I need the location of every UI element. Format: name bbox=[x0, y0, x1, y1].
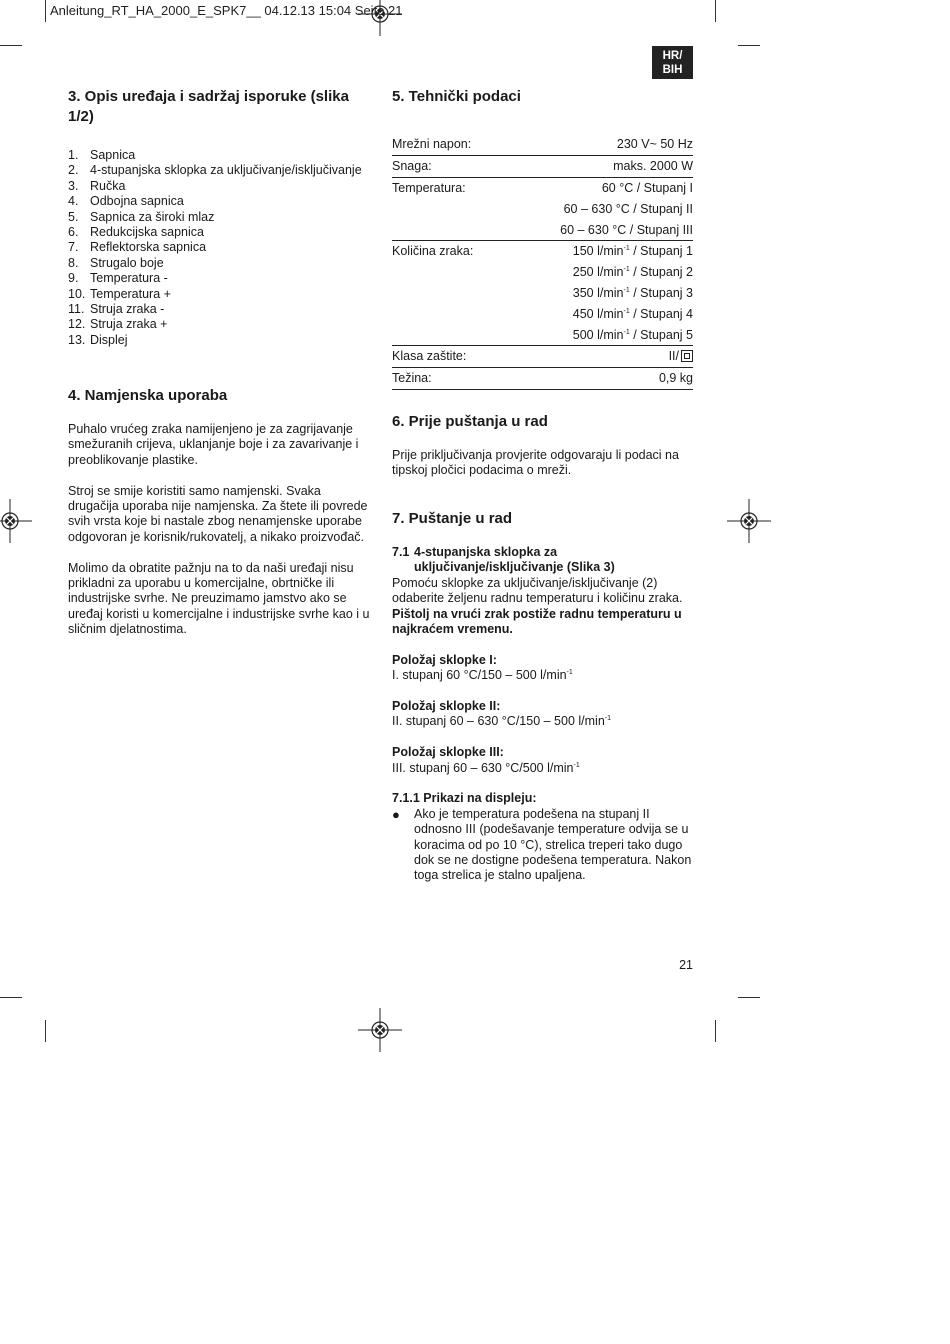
section-7-paragraph: Pomoću sklopke za uključivanje/isključivanje (2) odaberite željenu radnu temperaturu i količinu zraka. Pištolj na vrući zrak postiže radnu temperaturu u najkraćem vremenu. bbox=[392, 575, 683, 637]
table-row bbox=[392, 367, 693, 389]
section-4-title: 4. Namjenska uporaba bbox=[68, 387, 228, 404]
section-3 bbox=[68, 87, 370, 348]
crop-mark bbox=[738, 45, 760, 46]
spec-value: 150 $l/\min^{-1}$ / Stupanj 1 bbox=[506, 240, 693, 261]
list-item: 3. Ručka bbox=[68, 178, 126, 193]
spec-value: 60 – 630 °C / Stupanj II bbox=[563, 201, 693, 216]
section-4-paragraph-2: Stroj se smije koristiti samo namjenski. Svaka drugačija uporaba nije namjenska. Za štete ili povrede svih vrsta koje bi nastale zbog nenamjenske uporabe odgovoran je korisnik/rukovatelj, a nikako proizvođač. bbox=[68, 483, 368, 544]
switch-position-3-text: III. stupanj 60 – 630 °C/500 $l/\min^{-1}$ bbox=[392, 760, 580, 775]
bullet-icon: ● bbox=[392, 806, 400, 822]
crop-mark bbox=[0, 45, 22, 46]
section-6-paragraph: Prije priključivanja provjerite odgovaraju li podaci na tipskoj pločici podacima o mreži. bbox=[392, 448, 679, 478]
registration-mark-icon bbox=[0, 499, 32, 543]
section-4-paragraph-1: Puhalo vrućeg zraka namijenjeno je za zagrijavanje smežuranih crijeva, uklanjanje boje i za zavarivanje i preoblikovanje plastike. bbox=[68, 422, 359, 467]
list-item: 11. Struja zraka - bbox=[68, 302, 165, 317]
spec-value: 230 V~ 50 Hz bbox=[616, 137, 693, 152]
spec-value: 0,9 kg bbox=[506, 367, 693, 389]
spec-label: Klasa zaštite: bbox=[392, 345, 506, 367]
section-7-title: 7. Puštanje u rad bbox=[392, 510, 513, 527]
spec-label: Težina: bbox=[392, 367, 506, 389]
crop-mark bbox=[45, 0, 46, 22]
crop-mark bbox=[45, 1020, 46, 1042]
spec-value: II/ bbox=[506, 345, 693, 367]
list-item: 5. Sapnica za široki mlaz bbox=[68, 209, 215, 224]
table-row bbox=[392, 219, 693, 240]
spec-value: 250 $l/\min^{-1}$ / Stupanj 2 bbox=[572, 265, 693, 280]
registration-mark-icon bbox=[727, 499, 771, 543]
section-5 bbox=[392, 87, 693, 390]
table-row bbox=[392, 240, 693, 261]
table-row bbox=[392, 198, 693, 219]
list-item: 6. Redukcijska sapnica bbox=[68, 225, 204, 240]
table-row bbox=[392, 134, 693, 155]
list-item: 9. Temperatura - bbox=[68, 271, 168, 286]
spec-label: Snaga: bbox=[392, 155, 506, 177]
list-item: 13. Displej bbox=[68, 332, 128, 347]
registration-mark-icon bbox=[358, 1008, 402, 1052]
list-item: ● Ako je temperatura podešena na stupanj II odnosno III (podešavanje temperature odvija se u koracima od po 10 °C), strelica treperi tako dugo dok se ne dostigne podešena temperatura. Nakon toga strelica je stalno upaljena. bbox=[392, 806, 692, 883]
spec-value: 60 – 630 °C / Stupanj III bbox=[560, 222, 693, 237]
language-badge-line2: BIH bbox=[662, 63, 683, 76]
language-badge bbox=[652, 46, 693, 79]
section-3-title: 3. Opis uređaja i sadržaj isporuke (slika 1/2) bbox=[68, 88, 349, 125]
spec-value: maks. 2000 W bbox=[506, 155, 693, 177]
list-item: 2. 4-stupanjska sklopka za uključivanje/isključivanje bbox=[68, 163, 362, 178]
crop-mark bbox=[715, 0, 716, 22]
section-5-title: 5. Tehnički podaci bbox=[392, 88, 521, 105]
switch-position-2-text: II. stupanj 60 – 630 °C/150 – 500 $l/\min^{-1}$ bbox=[392, 714, 612, 729]
table-row bbox=[392, 324, 693, 345]
list-item: 4. Odbojna sapnica bbox=[68, 194, 184, 209]
double-insulation-icon bbox=[681, 350, 693, 362]
crop-mark bbox=[738, 997, 760, 998]
subsection-7-1-title: 7.1 4-stupanjska sklopka za uključivanje/isključivanje (Slika 3) bbox=[392, 545, 615, 575]
technical-data-table bbox=[392, 134, 693, 390]
section-7 bbox=[392, 509, 693, 884]
switch-position-2-title: Položaj sklopke II: bbox=[392, 699, 501, 714]
crop-mark bbox=[0, 997, 22, 998]
switch-position-3-title: Položaj sklopke III: bbox=[392, 745, 504, 760]
language-badge-line1: HR/ bbox=[662, 49, 683, 62]
spec-label: Količina zraka: bbox=[392, 240, 506, 261]
list-item: 1. Sapnica bbox=[68, 148, 136, 162]
table-row bbox=[392, 155, 693, 177]
switch-position-1-text: I. stupanj 60 °C/150 – 500 $l/\min^{-1}$ bbox=[392, 668, 573, 683]
spec-value: 60 °C / Stupanj I bbox=[506, 177, 693, 198]
section-4 bbox=[68, 386, 370, 638]
switch-position-1-title: Položaj sklopke I: bbox=[392, 652, 497, 667]
page-number: 21 bbox=[679, 958, 693, 972]
spec-value: 500 $l/\min^{-1}$ / Stupanj 5 bbox=[572, 327, 693, 342]
list-item: 8. Strugalo boje bbox=[68, 255, 164, 270]
crop-mark bbox=[715, 1020, 716, 1042]
list-item: 12. Struja zraka + bbox=[68, 317, 168, 332]
table-row bbox=[392, 303, 693, 324]
section-4-paragraph-3: Molimo da obratite pažnju na to da naši uređaji nisu prikladni za uporabu u komercijalne, obrtničke ili industrijske svrhe. Ne preuzimamo jamstvo ako se uređaj koristi u komercijalne i industrijske svrhe kao i u sličnim djelatnostima. bbox=[68, 560, 370, 637]
print-slug: Anleitung_RT_HA_2000_E_SPK7__ 04.12.13 15:04 Seite 21 bbox=[50, 3, 403, 18]
list-item: 7. Reflektorska sapnica bbox=[68, 240, 207, 255]
section-6 bbox=[392, 412, 693, 479]
spec-value: 350 $l/\min^{-1}$ / Stupanj 3 bbox=[572, 285, 693, 300]
table-row bbox=[392, 177, 693, 198]
spec-label: Mrežni napon: bbox=[392, 137, 472, 152]
list-item: 10. Temperatura + bbox=[68, 286, 171, 301]
table-row bbox=[392, 283, 693, 304]
spec-label: Temperatura: bbox=[392, 177, 506, 198]
spec-value: 450 $l/\min^{-1}$ / Stupanj 4 bbox=[572, 306, 693, 321]
section-6-title: 6. Prije puštanja u rad bbox=[392, 413, 548, 430]
table-row bbox=[392, 345, 693, 367]
subsection-7-1-1-title: 7.1.1 Prikazi na displeju: bbox=[392, 791, 537, 806]
table-row bbox=[392, 262, 693, 283]
parts-list bbox=[68, 148, 370, 348]
